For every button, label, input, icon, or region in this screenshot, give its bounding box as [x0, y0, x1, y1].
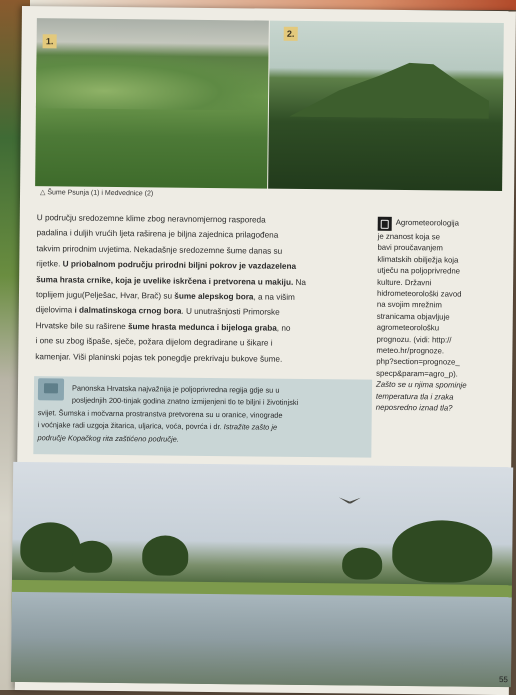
text-fragment: Na: [293, 277, 307, 287]
main-paragraph: [35, 210, 372, 368]
sidebar-line: agrometeorološku: [376, 322, 440, 333]
sidebar-line: stranicama objavljuje: [376, 311, 450, 322]
forest-photo-psunj: [35, 18, 269, 188]
sidebar-question: neposredno iznad tla?: [375, 402, 453, 413]
page-number: 55: [498, 675, 508, 685]
sidebar-question: Zašto se u njima spominje: [376, 380, 467, 390]
text-line: takvim prirodnim uvjetima. Nekadašnje sredozemne šume danas su: [36, 243, 283, 256]
tree-shape: [342, 547, 382, 579]
photo-number-badge: 2.: [284, 27, 298, 41]
sidebar-line: je znanost koja se: [377, 231, 441, 242]
photo-caption: △ Šume Psunja (1) i Medvednice (2): [40, 189, 154, 198]
agrometeorology-sidebar: [376, 217, 508, 415]
bold-fragment: U priobalnom području prirodni biljni pokrov je vazdazelena: [62, 259, 297, 272]
text-fragment: Hrvatske bile su raširene: [35, 321, 129, 331]
bold-fragment: i dalmatinskoga crnog bora: [74, 306, 182, 317]
bold-fragment: šuma hrasta crnike, koja je uvelike iskrčena i pretvorena u makiju.: [36, 274, 294, 287]
tree-shape: [392, 520, 493, 583]
bold-fragment: šume hrasta medunca i bijeloɡa graba: [127, 321, 277, 333]
sidebar-line: kulture. Državni: [377, 277, 432, 287]
marsh-water: [11, 592, 512, 687]
bird-silhouette: [339, 497, 361, 503]
note-question: područje Kopačkog rita zaštićeno područje.: [37, 432, 179, 444]
text-line: padalina i duljih vrućih ljeta raširena je biljna zajednica prilagođena: [36, 228, 279, 241]
text-fragment: rijetke.: [36, 259, 63, 269]
note-text: [33, 382, 372, 448]
sidebar-line: na svojim mrežnim: [376, 300, 442, 310]
sidebar-title: Agrometeorologija: [395, 217, 460, 228]
hill-ridge: [35, 48, 269, 111]
note-line: svijet. Šumska i močvarna prostranstva pretvorena su u oranice, vinograde: [37, 407, 283, 420]
text-line: i one su zbog išpaše, sječe, požara dijelom degradirane u šikare i: [35, 336, 273, 348]
photo-number-badge: 1.: [43, 34, 57, 48]
bold-fragment: šume alepskog bora: [174, 291, 254, 302]
sidebar-line: hidrometeorološki zavod: [376, 288, 462, 299]
text-fragment: , a na višim: [253, 292, 295, 302]
text-fragment: toplijem jugu(Pelješac, Hvar, Brač) su: [35, 290, 175, 301]
book-page: [15, 6, 516, 695]
book-icon: [378, 217, 392, 231]
tree-shape: [142, 535, 188, 575]
text-fragment: , no: [276, 323, 291, 333]
sidebar-question: temperatura tla i zraka: [375, 391, 454, 402]
pannonian-note-box: [33, 376, 372, 458]
note-fragment: i voćnjake radi uzgoja žitarica, uljarica, voća, povrća i dr.: [37, 420, 224, 432]
tree-shape: [20, 522, 81, 573]
text-fragment: dijelovima: [35, 305, 75, 316]
note-line: Panonska Hrvatska najvažnija je poljoprivredna regija gdje su u: [71, 383, 280, 395]
note-line: posljednjih 200-tinjak godina znatno izmijenjeni tlo te biljni i životinjski: [71, 395, 299, 408]
sidebar-line: bavi proučavanjem: [377, 243, 443, 253]
forest-photo-medvednica: [268, 21, 504, 191]
sidebar-line: utječu na poljoprivredne: [377, 265, 461, 276]
tree-shape: [72, 541, 112, 573]
sidebar-line: php?section=prognoze_: [376, 357, 460, 368]
sidebar-line: klimatskih obilježja koja: [377, 254, 459, 265]
mountain-silhouette: [289, 57, 490, 119]
text-line: kamenjar. Viši planinski pojas tek ponegdje prekrivaju bukove šume.: [35, 351, 283, 364]
text-fragment: . U unutrašnjosti Primorske: [181, 307, 280, 318]
sidebar-heading: [378, 217, 508, 232]
note-question: Istražite zašto je: [223, 422, 278, 432]
sidebar-line: meteo.hr/prognoze.: [376, 345, 445, 356]
text-line: U području sredozemne klime zbog neravnomjernog rasporeda: [36, 213, 266, 225]
wetland-photo: [11, 462, 513, 687]
sidebar-line: specp&param=agro_p).: [376, 368, 458, 379]
sidebar-line: prognozu. (vidi: http://: [376, 334, 452, 345]
